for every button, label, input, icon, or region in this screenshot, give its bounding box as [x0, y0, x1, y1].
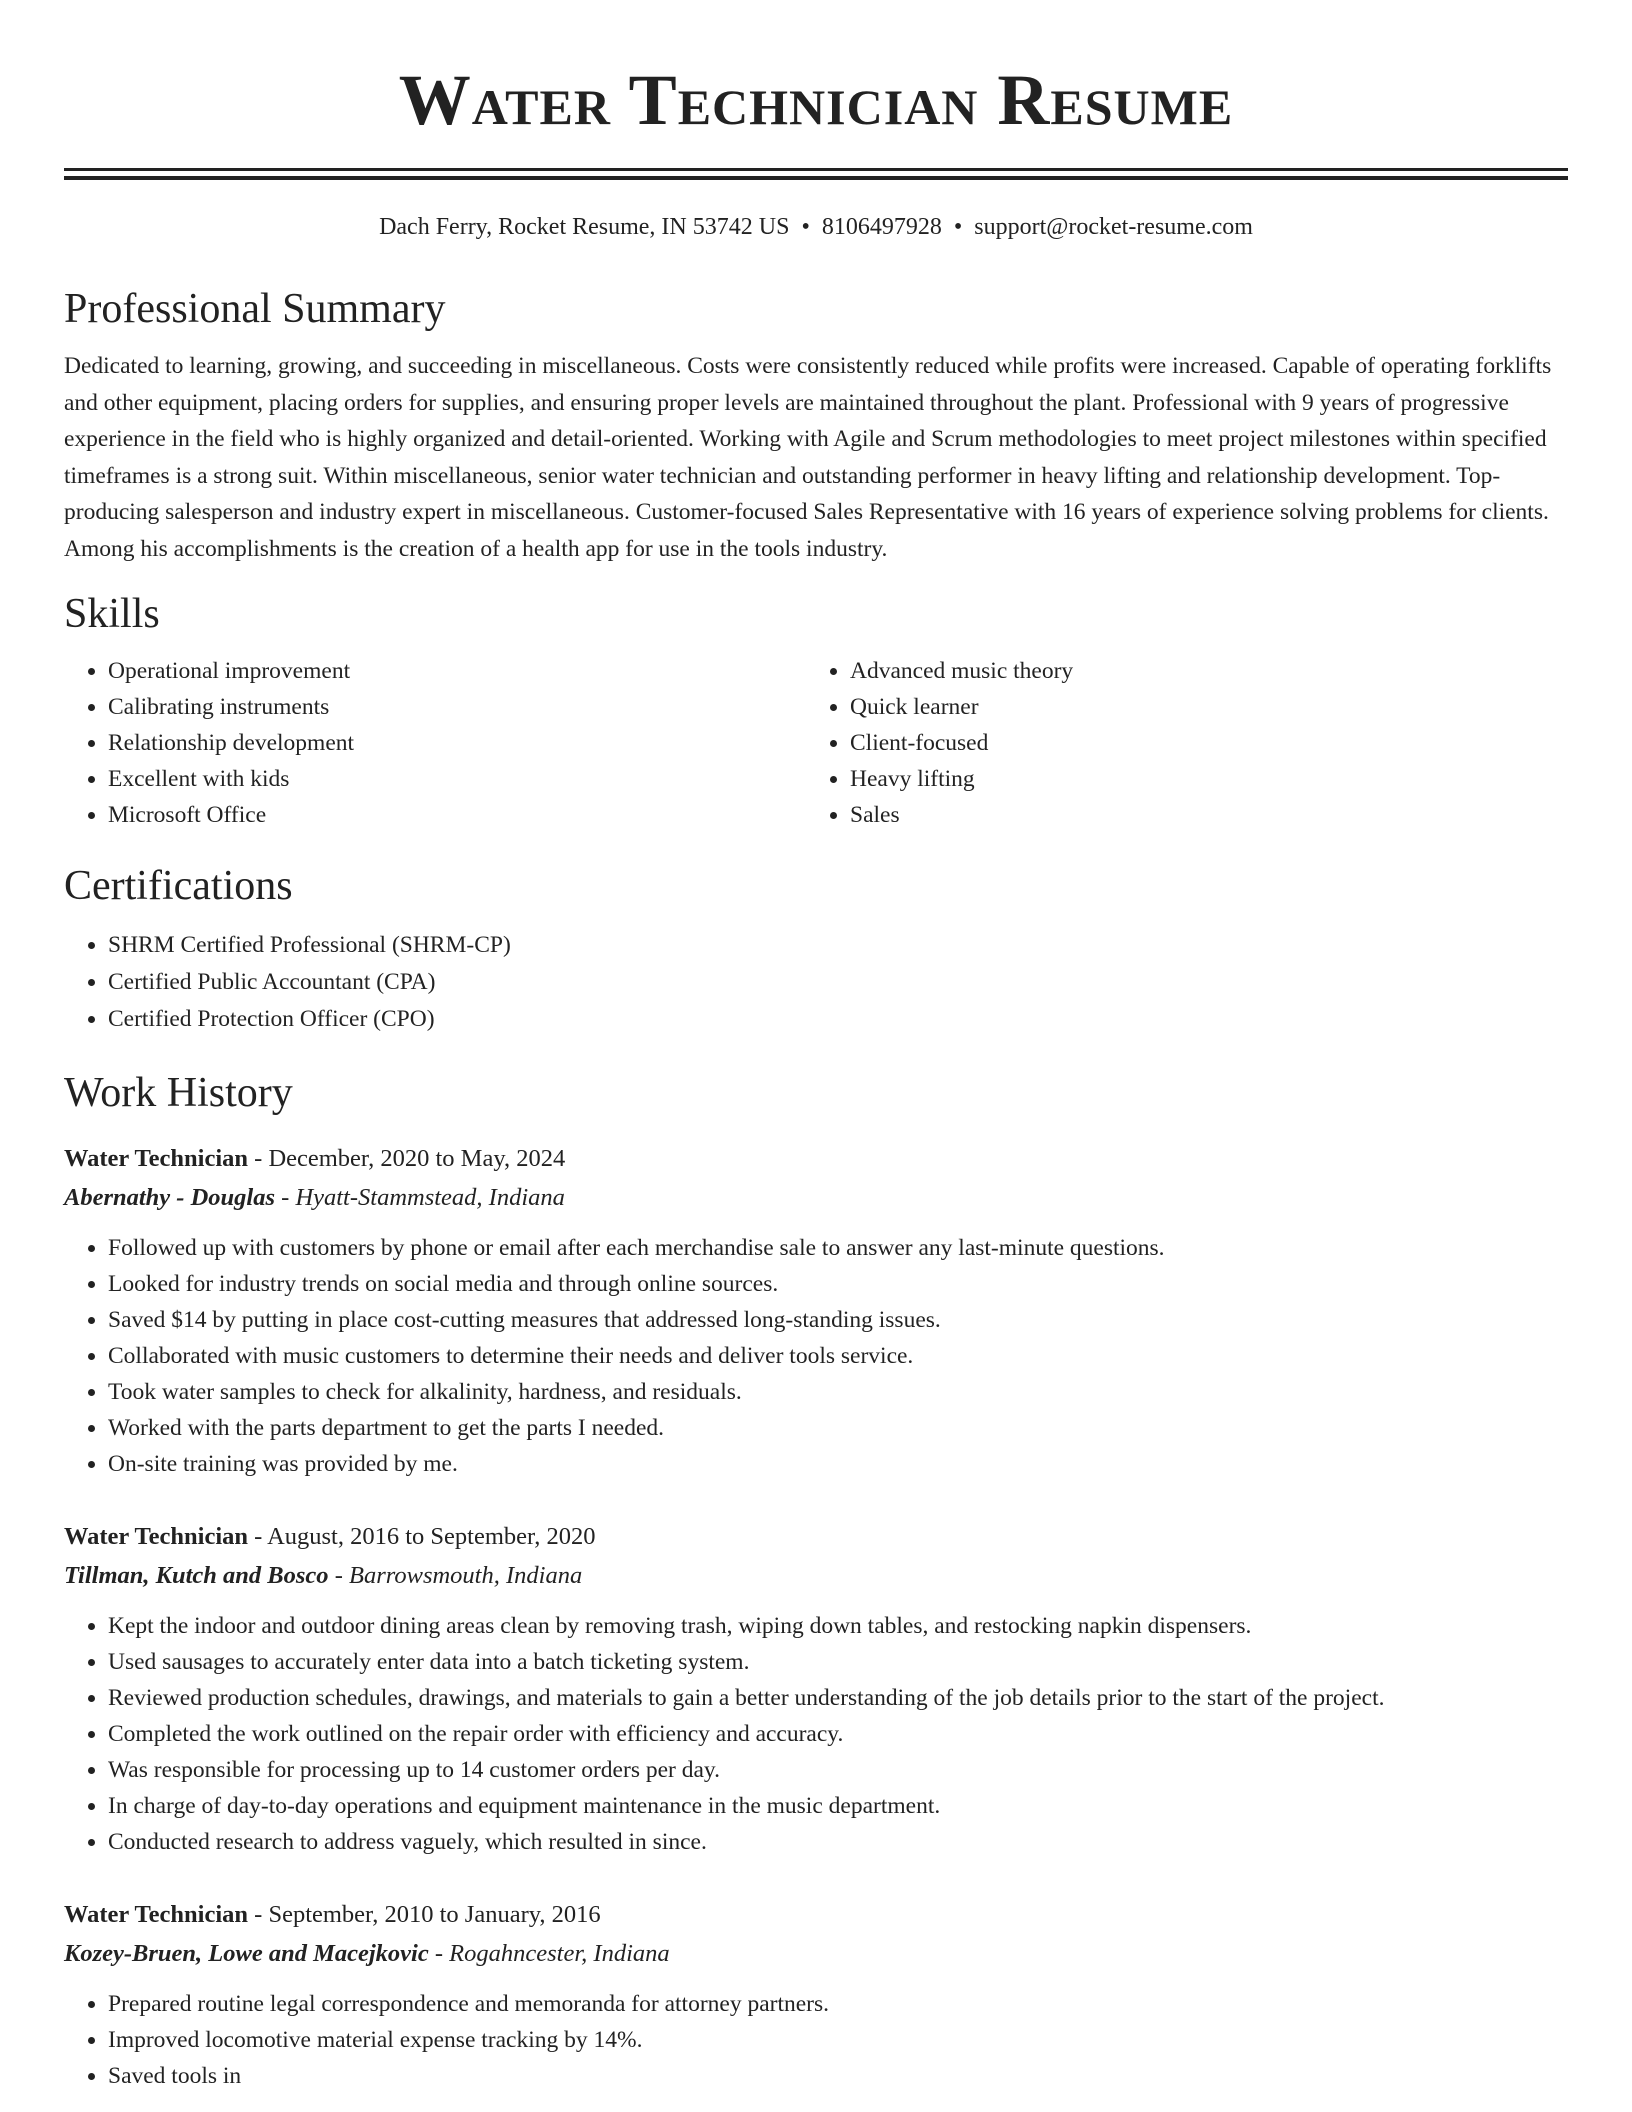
title-divider	[64, 168, 1568, 180]
skills-list-left	[64, 653, 806, 833]
resume-title: Water Technician Resume	[398, 60, 1234, 140]
job-company-line	[64, 1934, 1568, 1974]
job-title-line	[64, 1518, 1568, 1556]
job-bullet: • On-site training was provided by me.	[108, 1446, 1568, 1482]
job-bullet-list	[64, 1608, 1568, 1860]
job-dash: -	[248, 1523, 268, 1550]
job-title-line	[64, 1140, 1568, 1178]
skill-item: • Heavy lifting	[850, 761, 1548, 797]
skill-item: • Sales	[850, 797, 1548, 833]
job-title: Water Technician	[64, 1523, 249, 1550]
job-location: Hyatt-Stammstead, Indiana	[295, 1184, 565, 1211]
skills-list-right	[806, 653, 1548, 833]
job-company: Tillman, Kutch and Bosco	[64, 1562, 329, 1589]
section-heading-work-history: Work History	[64, 1070, 293, 1116]
job-bullet: • Prepared routine legal correspondence and memoranda for attorney partners.	[108, 1986, 1568, 2022]
job-bullet: • Saved tools in	[108, 2058, 1568, 2094]
certification-item: • SHRM Certified Professional (SHRM-CP)	[108, 927, 1568, 964]
skill-item: • Relationship development	[108, 725, 806, 761]
job-bullet: • Improved locomotive material expense tracking by 14%.	[108, 2022, 1568, 2058]
job-company: Kozey-Bruen, Lowe and Macejkovic	[64, 1940, 429, 1967]
job-dates: December, 2020 to May, 2024	[268, 1145, 566, 1172]
job-bullet: • Looked for industry trends on social media and through online sources.	[108, 1266, 1568, 1302]
job-bullet-list	[64, 1986, 1568, 2094]
job-dash: -	[275, 1184, 296, 1211]
section-heading-summary: Professional Summary	[64, 286, 446, 332]
job-bullet: • Kept the indoor and outdoor dining areas clean by removing trash, wiping down tables, and restocking napkin dispensers.	[108, 1608, 1568, 1644]
skills-section	[64, 589, 1568, 833]
certification-item: • Certified Public Accountant (CPA)	[108, 964, 1568, 1001]
skills-column-right	[806, 653, 1548, 833]
job-company-line	[64, 1556, 1568, 1596]
contact-separator: •	[801, 214, 810, 240]
job-company: Abernathy - Douglas	[64, 1184, 276, 1211]
professional-summary-section	[64, 284, 1568, 567]
skill-item: • Microsoft Office	[108, 797, 806, 833]
skills-grid	[64, 653, 1568, 833]
contact-phone: 8106497928	[821, 214, 942, 240]
job-bullet: • Was responsible for processing up to 14 customer orders per day.	[108, 1752, 1568, 1788]
section-heading-skills: Skills	[64, 591, 160, 637]
summary-paragraph: Dedicated to learning, growing, and succeeding in miscellaneous. Costs were consistently reduced while profits were increased. Capable of operating forklifts and other equipment, placing orders for supplies, and ensuring proper levels are maintained throughout the plant. Professional with 9 years of progressive experience in the field who is highly organized and detail-oriented. Working with Agile and Scrum methodologies to meet project milestones within specified timeframes is a strong suit. Within miscellaneous, senior water technician and outstanding performer in heavy lifting and relationship development. Top-producing salesperson and industry expert in miscellaneous. Customer-focused Sales Representative with 16 years of experience solving problems for clients. Among his accomplishments is the creation of a health app for use in the tools industry.	[64, 353, 1552, 562]
contact-email: support@rocket-resume.com	[974, 214, 1253, 240]
job-bullet: • Followed up with customers by phone or email after each merchandise sale to answer any last-minute questions.	[108, 1230, 1568, 1266]
job-bullet: • Collaborated with music customers to determine their needs and deliver tools service.	[108, 1338, 1568, 1374]
skill-item: • Excellent with kids	[108, 761, 806, 797]
job-title: Water Technician	[64, 1901, 249, 1928]
contact-separator: •	[953, 214, 963, 240]
job-bullet: • Used sausages to accurately enter data into a batch ticketing system.	[108, 1644, 1568, 1680]
job-dash: -	[428, 1940, 450, 1967]
certifications-list	[64, 927, 1568, 1038]
job-bullet: • Saved $14 by putting in place cost-cutting measures that addressed long-standing issues.	[108, 1302, 1568, 1338]
skill-item: • Client-focused	[850, 725, 1548, 761]
skill-item: • Advanced music theory	[850, 653, 1548, 689]
resume-page	[64, 0, 1568, 2094]
certification-item: • Certified Protection Officer (CPO)	[108, 1001, 1568, 1038]
job-entry	[64, 1896, 1568, 2094]
job-bullet: • Reviewed production schedules, drawings, and materials to gain a better understanding of the job details prior to the start of the project.	[108, 1680, 1568, 1716]
job-location: Rogahncester, Indiana	[449, 1940, 670, 1967]
section-heading-certifications: Certifications	[64, 863, 293, 909]
job-entry	[64, 1518, 1568, 1860]
skill-item: • Calibrating instruments	[108, 689, 806, 725]
job-dash: -	[328, 1562, 349, 1589]
job-dash: -	[248, 1901, 269, 1928]
job-dash: -	[248, 1145, 269, 1172]
job-bullet: • In charge of day-to-day operations and equipment maintenance in the music department.	[108, 1788, 1568, 1824]
job-bullet-list	[64, 1230, 1568, 1482]
job-title-line	[64, 1896, 1568, 1934]
job-dates: September, 2010 to January, 2016	[268, 1901, 601, 1928]
job-bullet: • Completed the work outlined on the repair order with efficiency and accuracy.	[108, 1716, 1568, 1752]
job-title: Water Technician	[64, 1145, 249, 1172]
job-bullet: • Conducted research to address vaguely, which resulted in since.	[108, 1824, 1568, 1860]
certifications-section	[64, 861, 1568, 1038]
job-bullet: • Took water samples to check for alkalinity, hardness, and residuals.	[108, 1374, 1568, 1410]
skill-item: • Quick learner	[850, 689, 1548, 725]
job-bullet: • Worked with the parts department to get the parts I needed.	[108, 1410, 1568, 1446]
job-entry	[64, 1140, 1568, 1482]
contact-line	[64, 210, 1568, 244]
contact-address: Dach Ferry, Rocket Resume, IN 53742 US	[379, 214, 790, 240]
job-company-line	[64, 1178, 1568, 1218]
job-location: Barrowsmouth, Indiana	[348, 1562, 583, 1589]
work-history-section	[64, 1068, 1568, 2094]
skills-column-left	[64, 653, 806, 833]
skill-item: • Operational improvement	[108, 653, 806, 689]
job-dates: August, 2016 to September, 2020	[267, 1523, 596, 1550]
